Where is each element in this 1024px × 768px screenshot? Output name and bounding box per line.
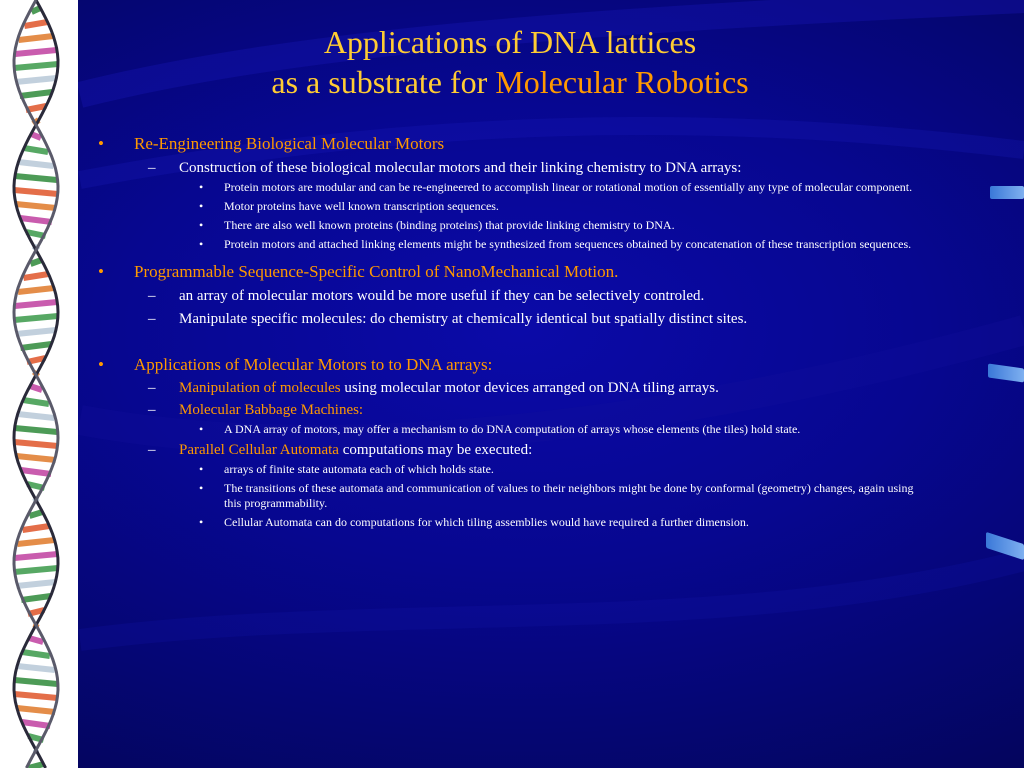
helix-rung: [16, 330, 56, 334]
helix-rung: [15, 50, 57, 54]
helix-rung: [14, 680, 57, 684]
level1-bullet: • Applications of Molecular Motors to to DNA arrays:: [98, 355, 493, 374]
swoosh-mark: [988, 363, 1024, 382]
helix-rung: [17, 666, 55, 670]
helix-rung: [22, 722, 50, 726]
swoosh-mark: [990, 186, 1024, 199]
helix-rung: [15, 428, 58, 432]
helix-rung: [18, 162, 53, 166]
dash-marker: –: [148, 311, 156, 327]
helix-rung: [14, 64, 58, 68]
bullet-marker: •: [98, 355, 104, 374]
helix-rung: [20, 92, 52, 96]
level3-bullet: • Protein motors are modular and can be re-engineered to accomplish linear or rotational motion of essentially any type of molecular component.: [199, 180, 913, 194]
helix-rung: [15, 302, 57, 306]
level2-item: – Manipulation of molecules using molecular motor devices arranged on DNA tiling arrays.: [148, 380, 719, 396]
dash-marker: –: [148, 402, 156, 418]
helix-rung: [24, 274, 49, 278]
bullet-marker: •: [199, 237, 204, 251]
bullet-list: [96, 134, 926, 530]
helix-rung: [30, 386, 42, 390]
helix-rung: [14, 568, 58, 572]
helix-rung: [18, 288, 54, 292]
dash-marker: –: [148, 442, 156, 458]
level3-bullet: • The transitions of these automata and communication of values to their neighbors might be done by conformal (geometry) changes, again using this programmability.: [199, 481, 914, 510]
helix-rung: [21, 470, 51, 474]
title-accent: Molecular Robotics: [495, 64, 749, 100]
level1-bullet: • Re-Engineering Biological Molecular Motors: [98, 134, 445, 153]
helix-rung: [30, 512, 43, 516]
helix-rung: [22, 652, 50, 656]
helix-rung: [14, 442, 58, 446]
title-line-2: as a substrate for Molecular Robotics: [271, 64, 749, 100]
level2-item: – Manipulate specific molecules: do chemistry at chemically identical but spatially distinct sites.: [148, 311, 748, 327]
bullet-marker: •: [199, 180, 204, 194]
helix-rung: [16, 78, 57, 82]
level3-bullet: • arrays of finite state automata each of which holds state.: [199, 462, 494, 476]
level3-bullet: • Cellular Automata can do computations for which tiling assemblies would have required a further dimension.: [199, 515, 749, 529]
helix-rung: [15, 176, 57, 180]
dash-marker: –: [148, 160, 156, 176]
bullet-marker: •: [199, 515, 204, 529]
helix-rung: [31, 260, 42, 264]
slide-title: [160, 22, 860, 102]
helix-rung: [15, 554, 58, 558]
helix-rung: [21, 344, 52, 348]
level2-item: – Parallel Cellular Automata computations may be executed:: [148, 442, 533, 458]
dash-marker: –: [148, 380, 156, 396]
helix-rung: [23, 526, 50, 530]
dna-double-helix-icon: [0, 0, 78, 768]
helix-rung: [14, 694, 57, 698]
helix-rung: [28, 764, 43, 768]
helix-rung: [24, 22, 47, 26]
bullet-marker: •: [199, 462, 204, 476]
helix-rung: [21, 596, 50, 600]
helix-rung: [17, 540, 54, 544]
level3-bullet: • A DNA array of motors, may offer a mechanism to do DNA computation of arrays whose elements (the tiles) hold state.: [199, 422, 801, 436]
helix-rung: [17, 582, 56, 586]
level1-bullet: • Programmable Sequence-Specific Control of NanoMechanical Motion.: [98, 262, 619, 281]
helix-rung: [16, 204, 56, 208]
level2-item: – Molecular Babbage Machines:: [148, 402, 364, 418]
helix-rung: [24, 148, 48, 152]
helix-rung: [14, 316, 58, 320]
swoosh-mark: [986, 532, 1024, 560]
bullet-marker: •: [98, 134, 104, 153]
bullet-marker: •: [199, 199, 204, 213]
helix-rung: [14, 190, 58, 194]
level3-bullet: • There are also well known proteins (binding proteins) that provide linking chemistry to DNA.: [199, 218, 675, 232]
level2-item: – an array of molecular motors would be more useful if they can be selectively controled.: [148, 288, 705, 304]
helix-rung: [23, 400, 49, 404]
title-line-1: Applications of DNA lattices: [323, 24, 697, 60]
helix-rung: [16, 456, 55, 460]
helix-rung: [20, 218, 52, 222]
helix-rung: [29, 638, 43, 642]
helix-rung: [18, 414, 55, 418]
level3-bullet: • Protein motors and attached linking elements might be synthesized from sequences obtained by concatenation of these transcription sequences.: [199, 237, 912, 251]
bullet-marker: •: [199, 481, 204, 495]
dash-marker: –: [148, 288, 156, 304]
bullet-marker: •: [199, 218, 204, 232]
bullet-marker: •: [98, 262, 104, 281]
helix-rung: [31, 134, 41, 138]
level2-item: – Construction of these biological molecular motors and their linking chemistry to DNA arrays:: [148, 160, 742, 176]
dna-helix-panel: [0, 0, 78, 768]
helix-rung: [17, 708, 55, 712]
bullet-marker: •: [199, 422, 204, 436]
helix-rung: [19, 36, 54, 40]
level3-bullet: • Motor proteins have well known transcription sequences.: [199, 199, 499, 213]
